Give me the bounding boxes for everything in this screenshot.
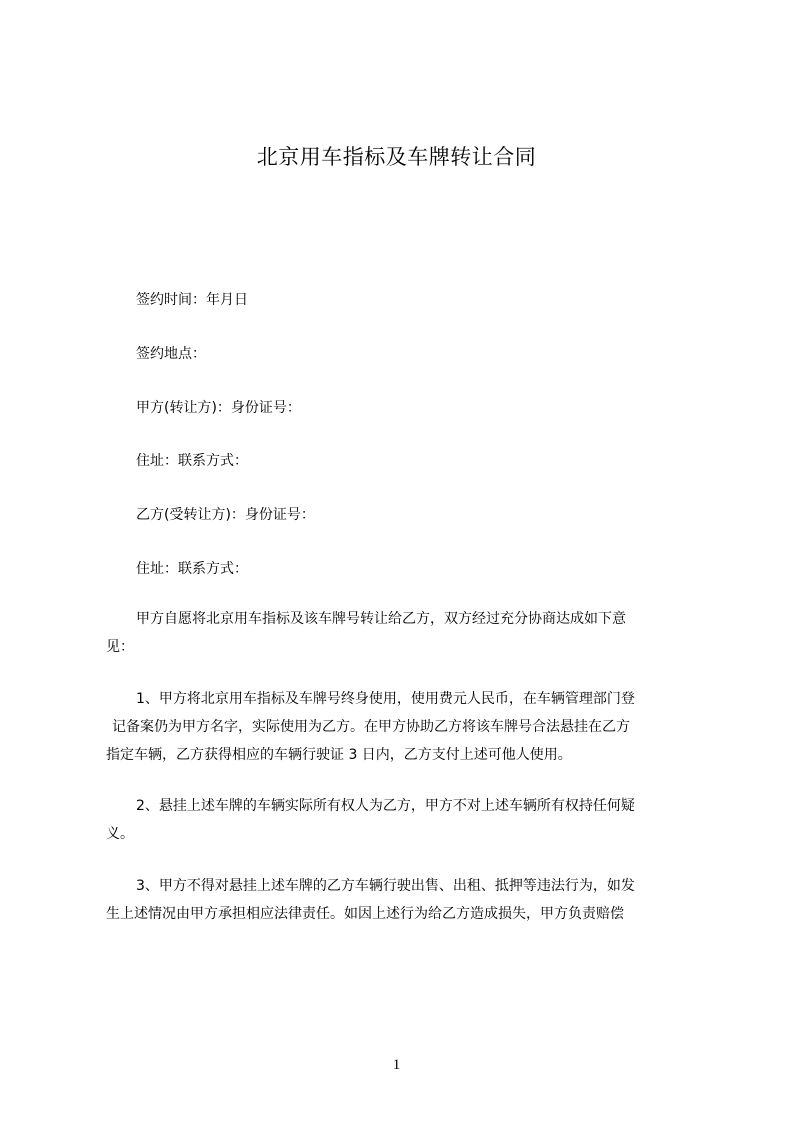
party-a-address-field: 住址：联系方式： — [136, 453, 248, 469]
sign-place-field: 签约地点： — [136, 346, 206, 362]
party-a-field: 甲方(转让方)：身份证号： — [136, 400, 301, 416]
paragraph-line: 甲方自愿将北京用车指标及该车牌号转让给乙方，双方经过充分协商达成如下意 — [136, 611, 626, 627]
paragraph-line: 见： — [106, 639, 134, 655]
clause-3-paragraph — [106, 872, 706, 928]
sign-time-field: 签约时间：年月日 — [136, 292, 248, 308]
page-number: 1 — [392, 1057, 401, 1073]
party-b-field: 乙方(受转让方)：身份证号： — [136, 507, 315, 523]
intro-paragraph — [106, 605, 706, 661]
document-title: 北京用车指标及车牌转让合同 — [256, 145, 537, 169]
paragraph-line: 记备案仍为甲方名字，实际使用为乙方。在甲方协助乙方将该车牌号合法悬挂在乙方 — [112, 719, 630, 735]
clause-2-paragraph — [106, 792, 706, 848]
paragraph-line: 义。 — [106, 826, 134, 842]
paragraph-line: 生上述情况由甲方承担相应法律责任。如因上述行为给乙方造成损失，甲方负责赔偿 — [106, 906, 624, 922]
paragraph-line: 指定车辆，乙方获得相应的车辆行驶证 3 日内，乙方支付上述可他人使用。 — [106, 747, 572, 763]
paragraph-line: 3、甲方不得对悬挂上述车牌的乙方车辆行驶出售、出租、抵押等违法行为，如发 — [136, 878, 635, 894]
paragraph-line: 2、悬挂上述车牌的车辆实际所有权人为乙方，甲方不对上述车辆所有权持任何疑 — [136, 798, 635, 814]
clause-1-paragraph — [106, 685, 706, 769]
party-b-address-field: 住址：联系方式： — [136, 561, 248, 577]
paragraph-line: 1、甲方将北京用车指标及车牌号终身使用，使用费元人民币，在车辆管理部门登 — [136, 691, 635, 707]
